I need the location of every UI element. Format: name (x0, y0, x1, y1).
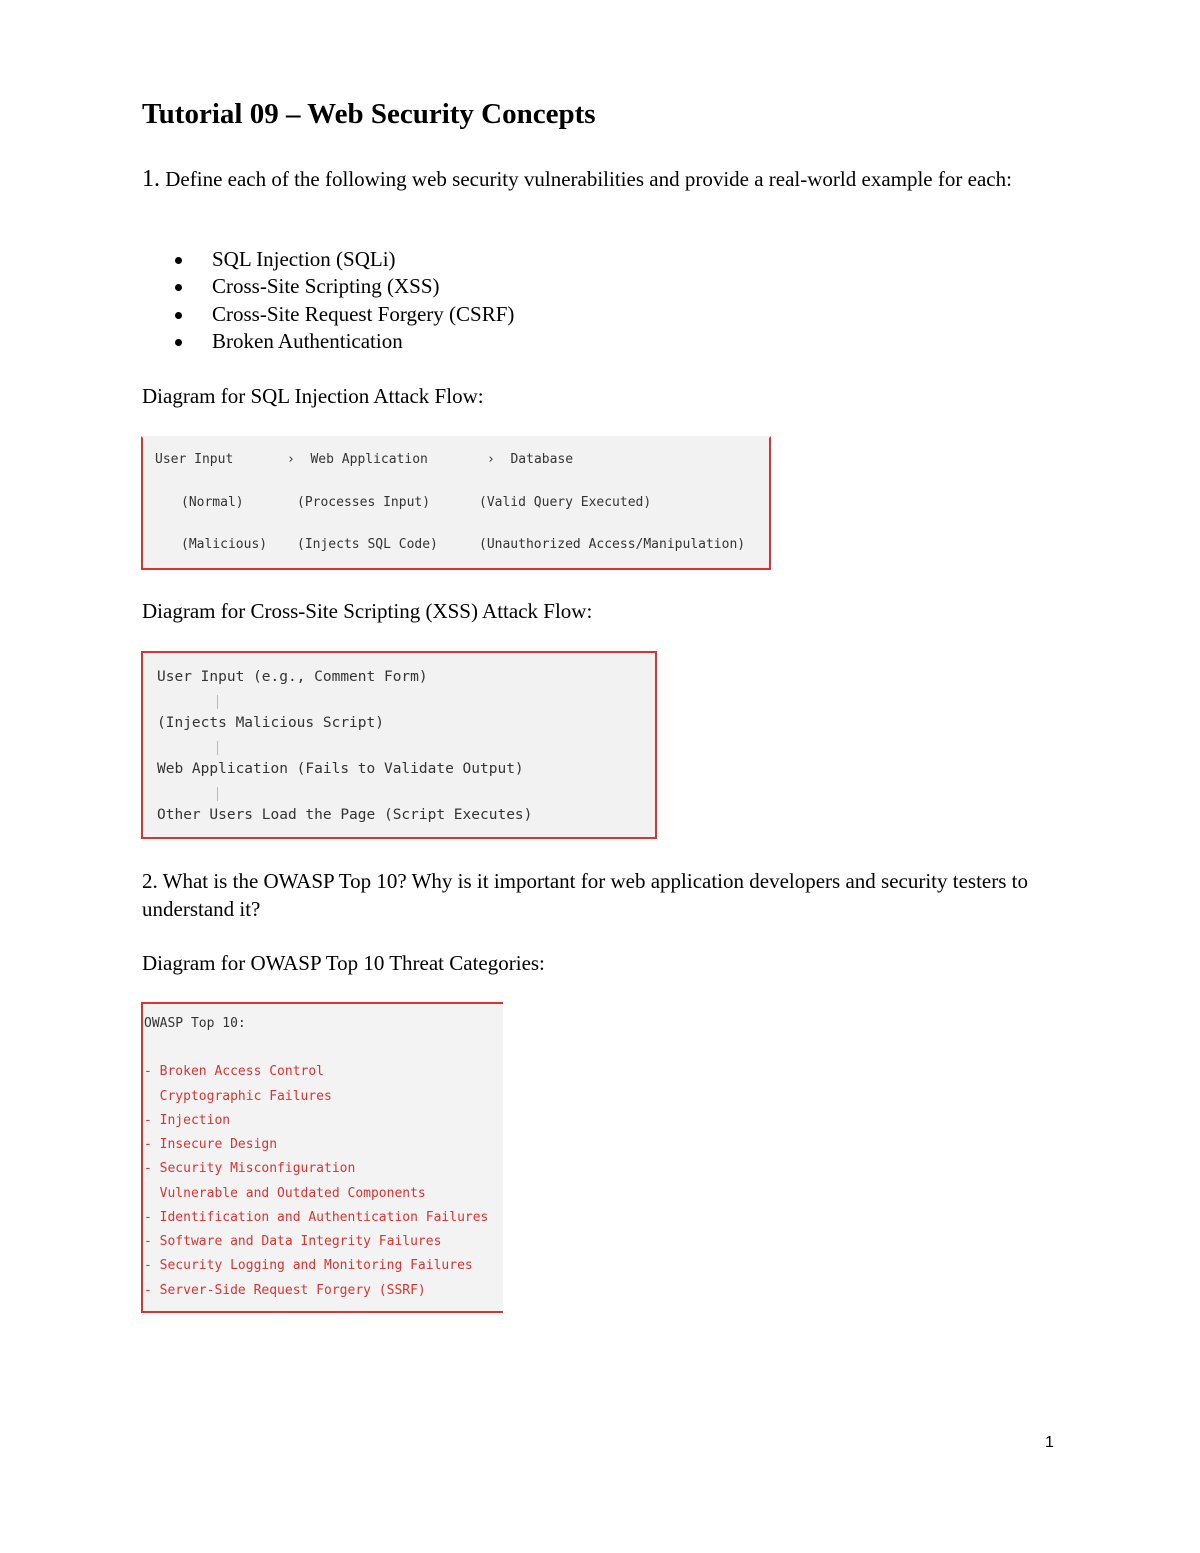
page-title: Tutorial 09 – Web Security Concepts (142, 98, 596, 130)
question-1 (142, 165, 1072, 193)
diagram-header: OWASP Top 10: (144, 1016, 246, 1031)
diagram-cell: (Injects SQL Code) (297, 537, 438, 552)
vulnerability-list (142, 246, 514, 355)
bullet-icon (175, 339, 182, 346)
diagram-cell: (Malicious) (181, 537, 268, 552)
diagram-line: User Input (e.g., Comment Form) (157, 669, 428, 685)
list-item (142, 273, 514, 300)
sql-diagram-caption: Diagram for SQL Injection Attack Flow: (142, 384, 484, 408)
bullet-icon (175, 284, 182, 291)
list-item: - Software and Data Integrity Failures (144, 1234, 442, 1249)
list-item (142, 328, 514, 355)
diagram-cell: (Normal) (181, 495, 244, 510)
list-item: - Identification and Authentication Failures (144, 1210, 489, 1225)
sql-injection-diagram (141, 436, 771, 570)
list-item-text: Cross-Site Request Forgery (CSRF) (212, 301, 515, 326)
diagram-cell: User Input (155, 452, 234, 467)
list-item (142, 301, 514, 328)
list-item: Cryptographic Failures (144, 1089, 332, 1104)
list-item: Vulnerable and Outdated Components (144, 1186, 426, 1201)
connector-line (217, 787, 218, 801)
list-item-text: Cross-Site Scripting (XSS) (212, 274, 440, 299)
connector-line (217, 695, 218, 709)
list-item: - Server-Side Request Forgery (SSRF) (144, 1283, 426, 1298)
bullet-icon (175, 257, 182, 264)
diagram-line: Web Application (Fails to Validate Output) (157, 761, 524, 777)
owasp-top10-diagram (141, 1002, 503, 1313)
diagram-cell: › Database (487, 452, 574, 467)
xss-diagram (141, 651, 657, 839)
diagram-cell: (Unauthorized Access/Manipulation) (479, 537, 746, 552)
list-item: - Security Misconfiguration (144, 1161, 356, 1176)
list-item (142, 246, 514, 273)
question-1-number: 1. (142, 166, 160, 192)
question-2: 2. What is the OWASP Top 10? Why is it important for web application developers and security testers to understand it? (142, 869, 1028, 921)
list-item: - Security Logging and Monitoring Failures (144, 1258, 473, 1273)
list-item: - Insecure Design (144, 1137, 278, 1152)
list-item: - Injection (144, 1113, 231, 1128)
list-item: - Broken Access Control (144, 1064, 325, 1079)
page-number: 1 (1045, 1434, 1054, 1451)
connector-line (217, 741, 218, 755)
diagram-line: (Injects Malicious Script) (157, 715, 384, 731)
bullet-icon (175, 312, 182, 319)
owasp-diagram-caption: Diagram for OWASP Top 10 Threat Categories: (142, 951, 545, 975)
list-item-text: SQL Injection (SQLi) (212, 247, 396, 271)
diagram-line: Other Users Load the Page (Script Executes) (157, 807, 533, 823)
diagram-cell: (Processes Input) (297, 495, 431, 510)
question-1-text: Define each of the following web security vulnerabilities and provide a real-world example for each: (160, 167, 1012, 191)
diagram-cell: › Web Application (287, 452, 428, 467)
diagram-cell: (Valid Query Executed) (479, 495, 652, 510)
xss-diagram-caption: Diagram for Cross-Site Scripting (XSS) Attack Flow: (142, 599, 593, 623)
list-item-text: Broken Authentication (212, 328, 403, 353)
